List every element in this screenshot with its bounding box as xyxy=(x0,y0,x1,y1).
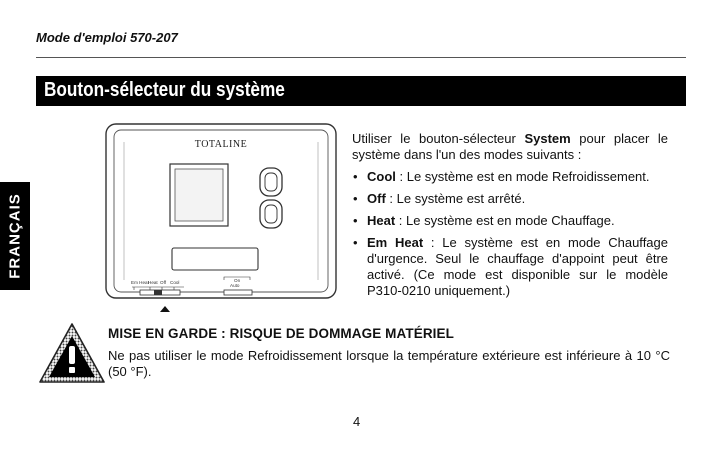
up-button xyxy=(260,168,282,196)
mode-name: Cool xyxy=(367,169,396,184)
switch-label-off: Off xyxy=(160,280,167,285)
intro-paragraph: Utiliser le bouton-sélecteur System pour placer le système dans l'un des modes suivants : xyxy=(352,131,668,162)
section-heading-bar xyxy=(36,76,686,106)
list-item xyxy=(352,169,668,185)
list-item xyxy=(352,235,668,299)
list-item xyxy=(352,191,668,207)
bullet-icon: • xyxy=(353,235,358,250)
bullet-icon: • xyxy=(353,191,358,206)
page-number: 4 xyxy=(353,414,361,429)
warning-text: Ne pas utiliser le mode Refroidissement lorsque la température extérieure est inférieure à 10 °C (50 °F). xyxy=(108,348,670,379)
mode-text: : Le système est en mode Refroidissement. xyxy=(395,169,650,184)
fan-label-on: On xyxy=(234,278,241,283)
section-heading: Bouton-sélecteur du système xyxy=(44,79,285,101)
fan-switch xyxy=(224,290,252,295)
mode-list xyxy=(352,169,668,299)
brand-logo: TOTALINE xyxy=(194,139,248,150)
bullet-icon: • xyxy=(353,213,358,228)
switch-label-cool: Cool xyxy=(170,280,180,285)
bullet-icon: • xyxy=(353,169,358,184)
list-item xyxy=(352,213,668,229)
lcd-display xyxy=(175,169,223,221)
system-switch-knob xyxy=(154,290,162,295)
system-keyword: System xyxy=(524,131,571,146)
warning-title: MISE EN GARDE : RISQUE DE DOMMAGE MATÉRIEL xyxy=(108,326,454,341)
mode-text: : Le système est arrêté. xyxy=(385,191,526,206)
language-tab-label: FRANÇAIS xyxy=(6,193,24,279)
fan-label-auto: Auto xyxy=(230,283,240,288)
mode-text: : Le système est en mode Chauffage. xyxy=(395,213,615,228)
down-button xyxy=(260,200,282,228)
thermostat-illustration xyxy=(104,120,340,312)
switch-label-heat: Heat xyxy=(148,280,158,285)
mode-name: Em Heat xyxy=(367,235,424,250)
language-tab xyxy=(0,182,30,290)
manual-title: Mode d'emploi 570-207 xyxy=(36,30,178,45)
header-divider xyxy=(36,57,686,58)
mode-name: Heat xyxy=(367,213,396,228)
mode-text: : Le système est en mode Chauffage d'urgence. Seul le chauffage d'appoint peut être activé. (Ce mode est disponible sur le modèle P310-0210 uniquement.) xyxy=(367,235,668,298)
warning-icon xyxy=(38,322,106,384)
door-panel xyxy=(172,248,258,270)
switch-label-em-heat: Em Heat xyxy=(131,280,149,285)
system-switch-description xyxy=(352,131,668,305)
mode-name: Off xyxy=(367,191,386,206)
